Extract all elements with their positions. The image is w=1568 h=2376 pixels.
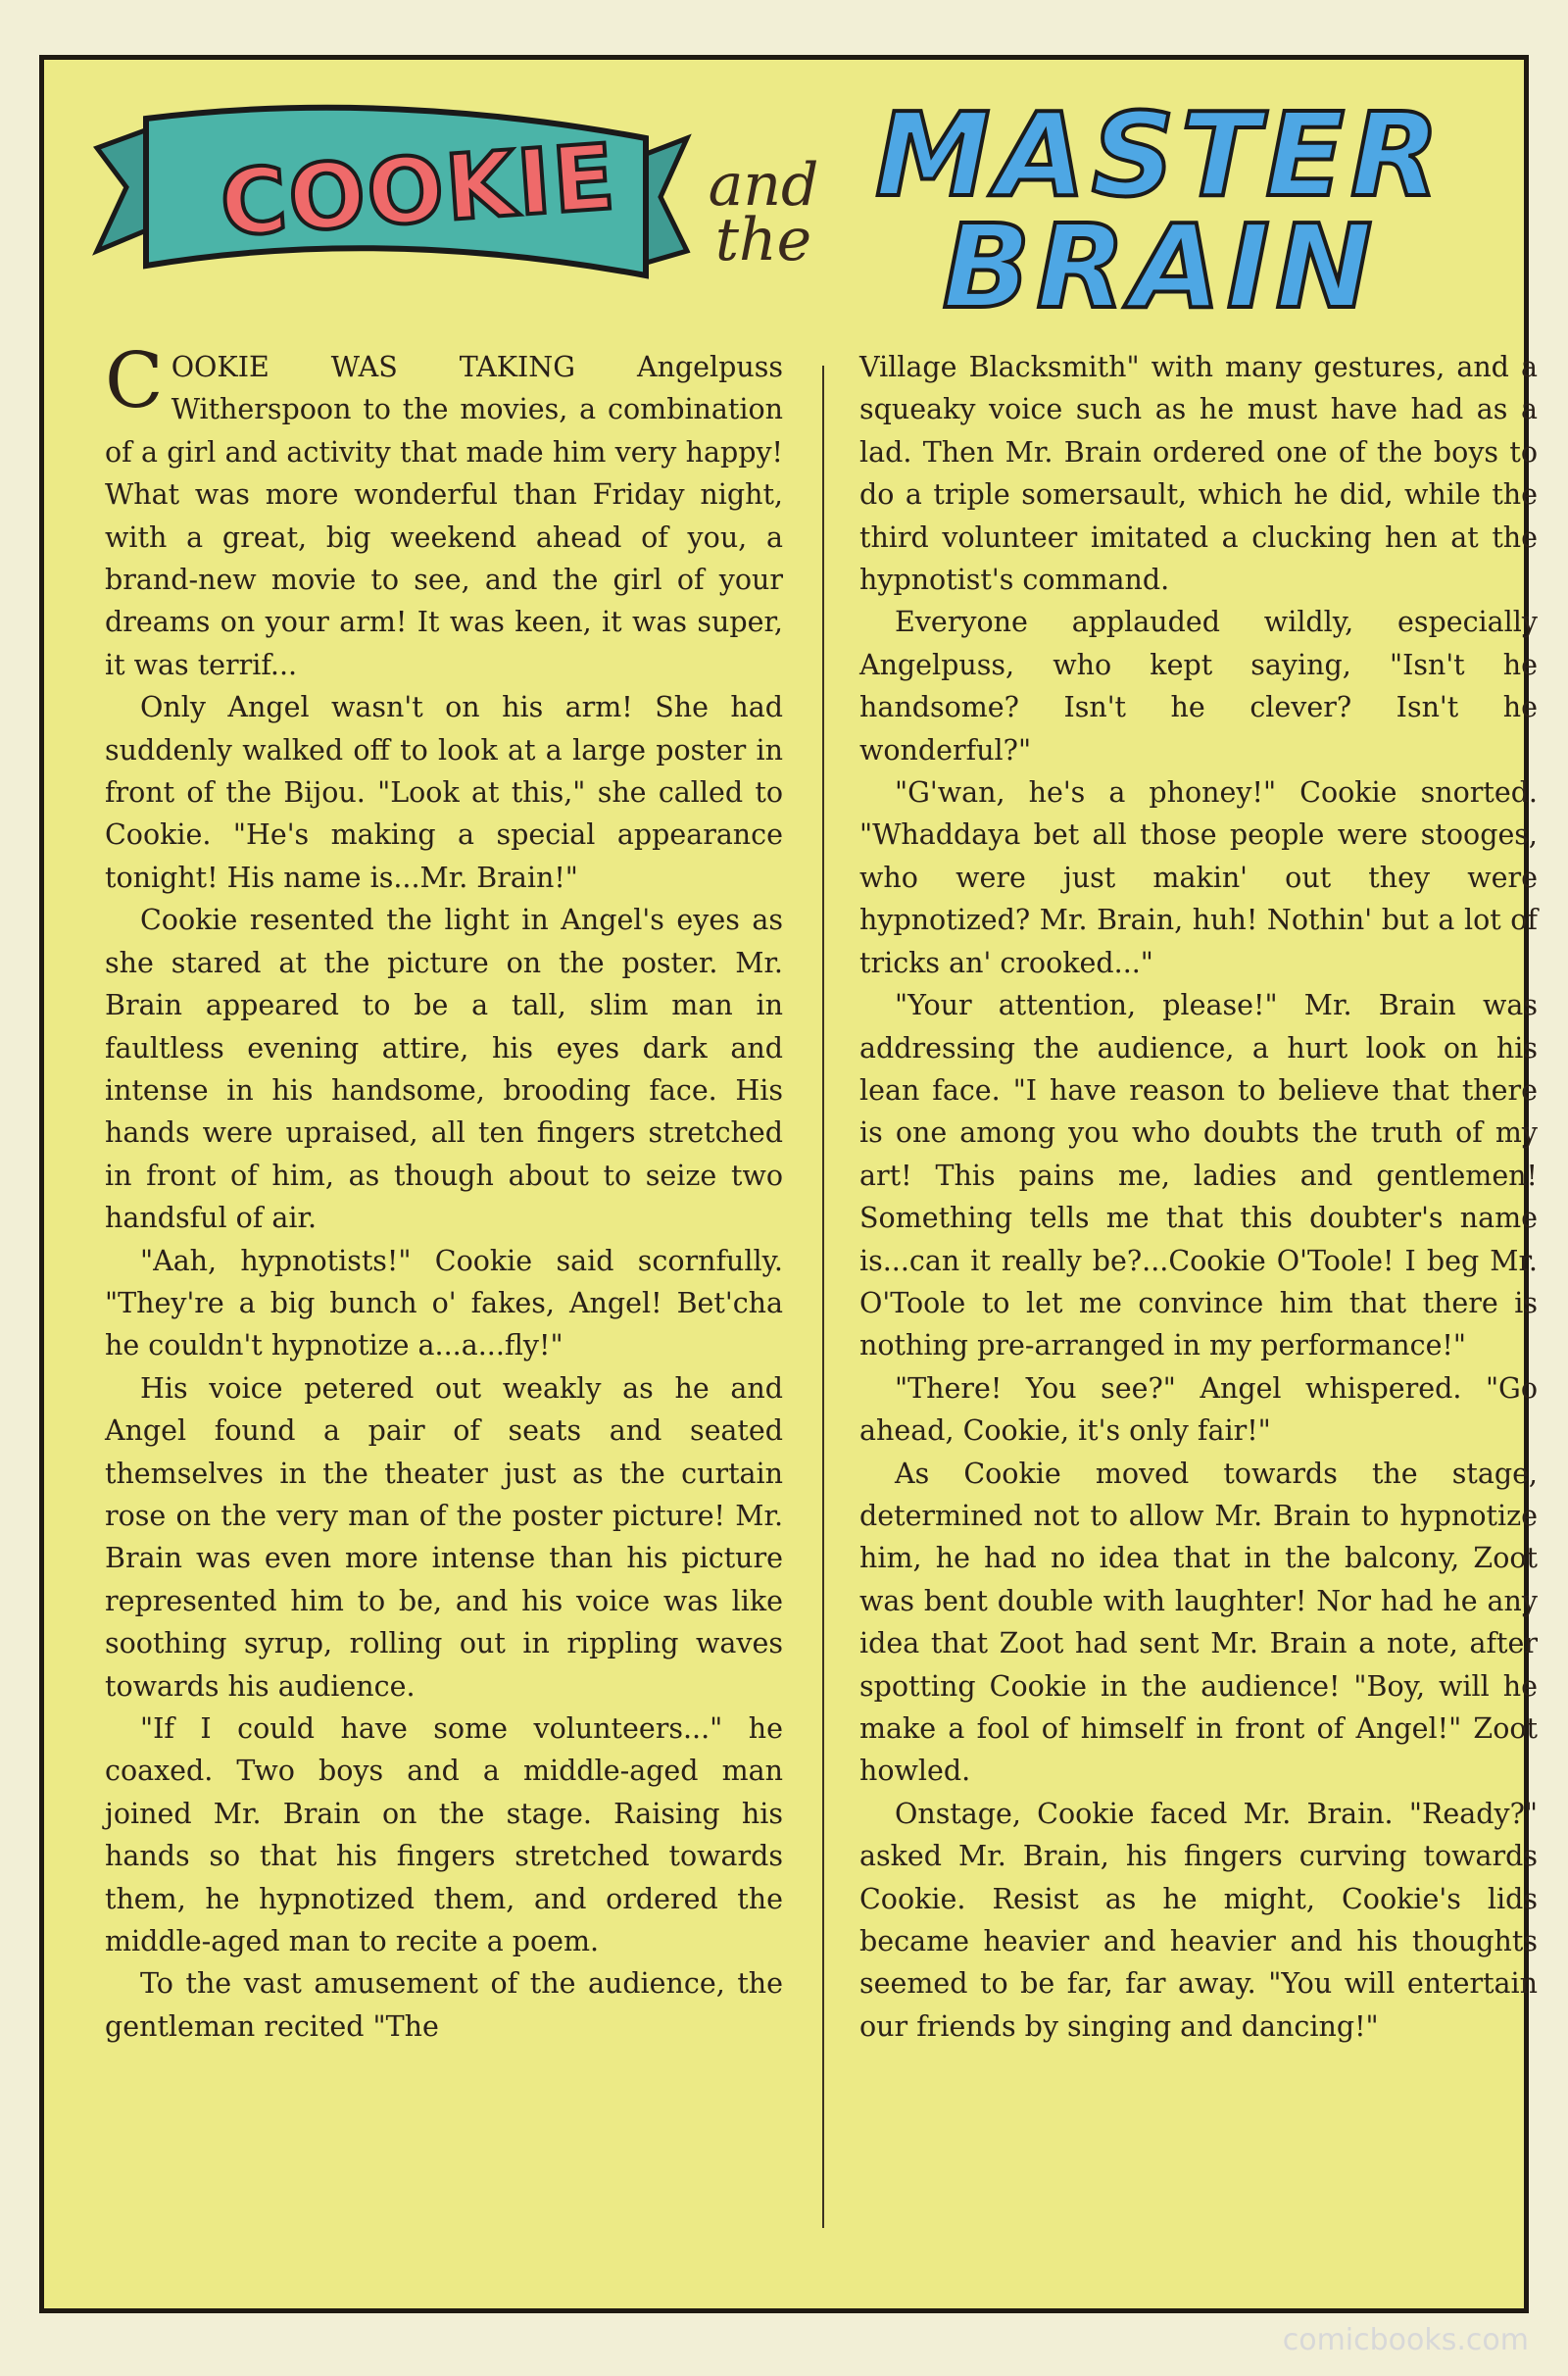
paragraph: Cookie resented the light in Angel's eyes as she stared at the picture on the poster. Mr. Brain appeared to be a tall, slim man in faultless evening attire, his eyes dark and intense in his handsome, brooding face. His hands were upraised, all ten fingers stretched in front of him, as though about to seize two handsful of air. — [105, 904, 783, 1235]
title-connector: and the — [708, 151, 819, 274]
paragraph: His voice petered out weakly as he and Angel found a pair of seats and seated themselves in the theater just as the curtain rose on the very man of the poster picture! Mr. Brain was even more intense than his picture represented him to be, and his voice was like soothing syrup, rolling out in rippling waves towards his audience. — [105, 1371, 783, 1703]
left-column — [105, 337, 783, 2267]
watermark: comicbooks.com — [1282, 2323, 1529, 2357]
paragraph: Only Angel wasn't on his arm! She had suddenly walked off to look at a large poster in front of the Bijou. "Look at this," she called to Cookie. "He's making a special appearance tonight! His name is...Mr. Brain!" — [105, 691, 783, 894]
title-logo — [87, 79, 1489, 344]
column-divider — [822, 366, 824, 2228]
master-brain-title: MASTER BRAIN — [875, 87, 1446, 334]
drop-cap: C — [105, 337, 164, 425]
paragraph: Everyone applauded wildly, especially Angelpuss, who kept saying, "Isn't he handsome? Isn't he clever? Isn't he wonderful?" — [859, 606, 1538, 767]
paragraph: Village Blacksmith" with many gestures, and a squeaky voice such as he must have had as a lad. Then Mr. Brain ordered one of the boys to do a triple somersault, which he did, while the third volunteer imitated a clucking hen at the hypnotist's command. — [859, 351, 1538, 597]
cookie-title: COOKIE — [217, 124, 620, 257]
paragraph: "G'wan, he's a phoney!" Cookie snorted. "Whaddaya bet all those people were stooges, who were just makin' out they were hypnotized? Mr. Brain, huh! Nothin' but a lot of tricks an' crooked..." — [859, 776, 1538, 979]
paragraph: As Cookie moved towards the stage, determined not to allow Mr. Brain to hypnotize him, he had no idea that in the balcony, Zoot was bent double with laughter! Nor had he any idea that Zoot had sent Mr. Brain a note, after spotting Cookie in the audience! "Boy, will he make a fool of himself in front of Angel!" Zoot howled. — [859, 1457, 1538, 1788]
paragraph: "Aah, hypnotists!" Cookie said scornfully. "They're a big bunch o' fakes, Angel! Bet'cha he couldn't hypnotize a...a...fly!" — [105, 1244, 783, 1362]
paragraph: "There! You see?" Angel whispered. "Go ahead, Cookie, it's only fair!" — [859, 1371, 1538, 1448]
paragraph: Onstage, Cookie faced Mr. Brain. "Ready?" asked Mr. Brain, his fingers curving towards Cookie. Resist as he might, Cookie's lids became heavier and heavier and his thoughts seemed to be far, far away. "You will entertain our friends by singing and dancing!" — [859, 1797, 1538, 2043]
paragraph: To the vast amusement of the audience, the gentleman recited "The — [105, 1967, 783, 2043]
story-panel — [39, 55, 1538, 2313]
story-text — [105, 337, 1538, 2267]
paragraph: "If I could have some volunteers..." he coaxed. Two boys and a middle-aged man joined Mr. Brain on the stage. Raising his hands so that his fingers stretched towards them, he hypnotized them, and ordered the middle-aged man to recite a poem. — [105, 1712, 783, 1958]
paragraph: COOKIE WAS TAKING Angelpuss Witherspoon to the movies, a combination of a girl and activity that made him very happy! What was more wonderful than Friday night, with a great, big weekend ahead of you, a brand-new movie to see, and the girl of your dreams on your arm! It was keen, it was super, it was terrif... — [105, 337, 783, 681]
right-column — [859, 346, 1538, 2267]
paragraph: "Your attention, please!" Mr. Brain was addressing the audience, a hurt look on his lean face. "I have reason to believe that there is one among you who doubts the truth of my art! This pains me, ladies and gentlemen! Something tells me that this doubter's name is...can it really be?...Cookie O'Toole! I beg Mr. O'Toole to let me convince him that there is nothing pre-arranged in my performance!" — [859, 989, 1538, 1362]
